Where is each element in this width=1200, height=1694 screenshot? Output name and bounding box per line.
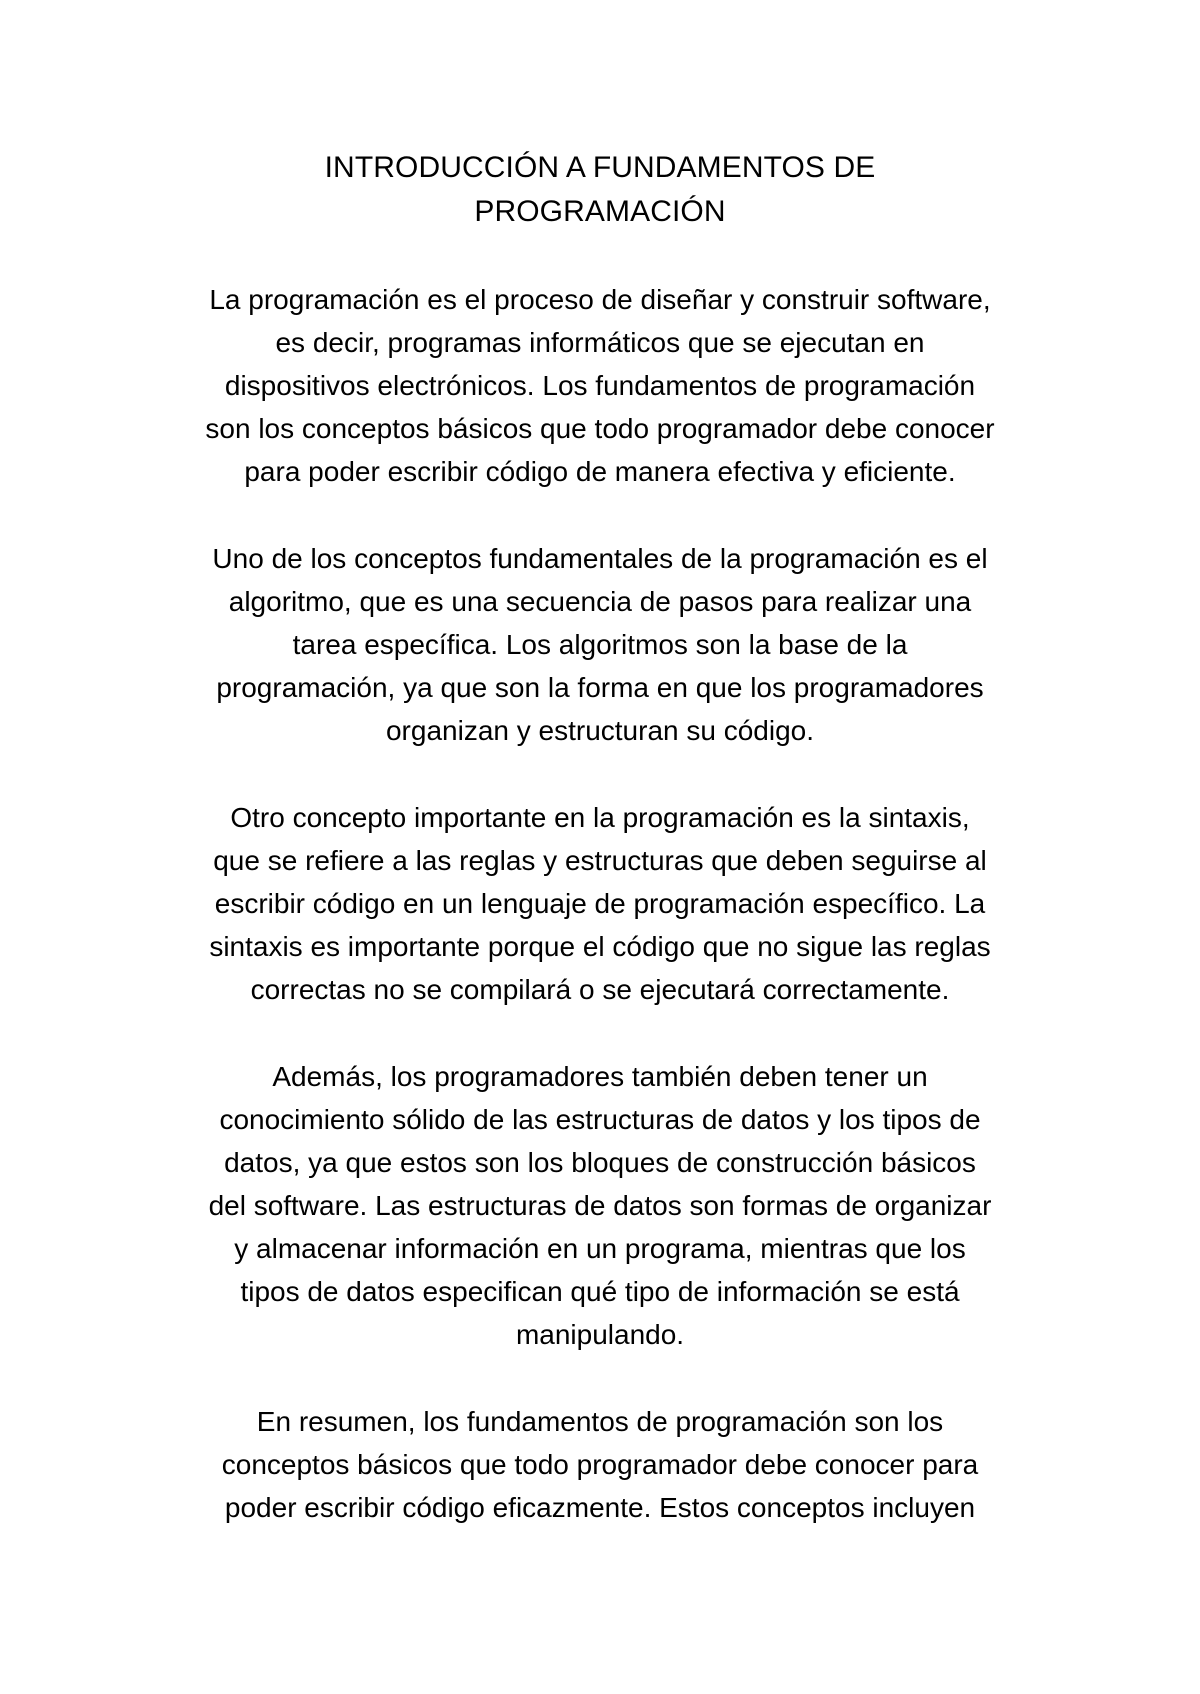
- text-line: dispositivos electrónicos. Los fundamentos de programación: [224, 370, 976, 401]
- paragraph-syntax: [130, 796, 1070, 1011]
- text-line: y almacenar información en un programa, mientras que los: [234, 1233, 966, 1264]
- text-line: para poder escribir código de manera efectiva y eficiente.: [244, 456, 956, 487]
- text-line: Otro concepto importante en la programación es la sintaxis,: [230, 802, 970, 833]
- document-body: [130, 146, 1070, 1529]
- text-line: correctas no se compilará o se ejecutará correctamente.: [250, 974, 950, 1005]
- text-line: son los conceptos básicos que todo programador debe conocer: [205, 413, 995, 444]
- paragraph-summary: [130, 1400, 1070, 1529]
- text-line: algoritmo, que es una secuencia de pasos para realizar una: [228, 586, 972, 617]
- paragraph-data-structures: [130, 1055, 1070, 1356]
- text-line: que se refiere a las reglas y estructuras que deben seguirse al: [213, 845, 987, 876]
- text-line: manipulando.: [515, 1319, 685, 1350]
- document-title: [130, 146, 1070, 234]
- paragraph-algorithm: [130, 537, 1070, 752]
- text-line: tarea específica. Los algoritmos son la base de la: [292, 629, 908, 660]
- text-line: organizan y estructuran su código.: [385, 715, 815, 746]
- text-line: programación, ya que son la forma en que los programadores: [216, 672, 984, 703]
- text-line: sintaxis es importante porque el código que no sigue las reglas: [209, 931, 991, 962]
- text-line: conocimiento sólido de las estructuras de datos y los tipos de: [219, 1104, 981, 1135]
- text-line: tipos de datos especifican qué tipo de información se está: [240, 1276, 960, 1307]
- title-line: INTRODUCCIÓN A FUNDAMENTOS DE: [324, 151, 876, 184]
- text-line: conceptos básicos que todo programador debe conocer para: [221, 1449, 979, 1480]
- text-line: del software. Las estructuras de datos son formas de organizar: [208, 1190, 992, 1221]
- text-line: La programación es el proceso de diseñar y construir software,: [209, 284, 991, 315]
- paragraph-programming-definition: [130, 278, 1070, 493]
- text-line: datos, ya que estos son los bloques de construcción básicos: [224, 1147, 976, 1178]
- text-line: es decir, programas informáticos que se ejecutan en: [275, 327, 925, 358]
- title-line: PROGRAMACIÓN: [474, 195, 726, 228]
- text-line: Además, los programadores también deben tener un: [272, 1061, 928, 1092]
- text-line: En resumen, los fundamentos de programación son los: [256, 1406, 944, 1437]
- text-line: escribir código en un lenguaje de programación específico. La: [214, 888, 986, 919]
- text-line: poder escribir código eficazmente. Estos conceptos incluyen: [224, 1492, 976, 1523]
- text-line: Uno de los conceptos fundamentales de la programación es el: [212, 543, 988, 574]
